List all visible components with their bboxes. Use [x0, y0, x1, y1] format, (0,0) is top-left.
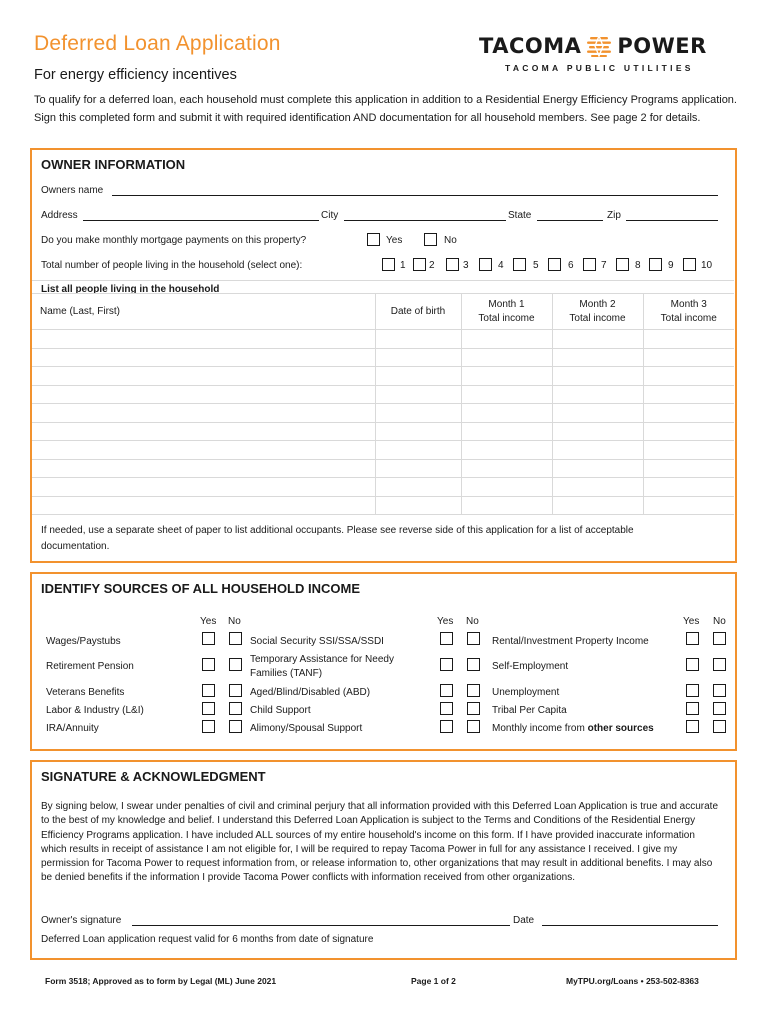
- income-tribal-no[interactable]: [713, 702, 726, 715]
- signature-heading: SIGNATURE & ACKNOWLEDGMENT: [41, 769, 266, 784]
- household-8-label: 8: [635, 260, 641, 271]
- validity-note: Deferred Loan application request valid for 6 months from date of signature: [41, 934, 374, 945]
- col-header-month3: [643, 294, 734, 330]
- owner-information-heading: OWNER INFORMATION: [41, 157, 186, 172]
- dob-cell[interactable]: [375, 422, 461, 441]
- income-other-prefix: Monthly income from: [492, 723, 588, 734]
- household-1-label: 1: [400, 260, 406, 271]
- income-sources-heading: IDENTIFY SOURCES OF ALL HOUSEHOLD INCOME: [41, 581, 361, 596]
- income-tribal-yes[interactable]: [686, 702, 699, 715]
- col-header-name: Name (Last, First): [32, 294, 375, 330]
- date-field[interactable]: [542, 925, 718, 926]
- household-2-checkbox[interactable]: [413, 258, 426, 271]
- income-alimony-label: Alimony/Spousal Support: [250, 723, 363, 734]
- col3-yes-header: Yes: [683, 616, 700, 627]
- name-cell[interactable]: [32, 441, 375, 460]
- month2-label: Month 2: [579, 298, 616, 310]
- household-count-question: Total number of people living in the household (select one):: [41, 260, 303, 271]
- name-cell[interactable]: [32, 459, 375, 478]
- income-alimony-yes[interactable]: [440, 720, 453, 733]
- income-abd-yes[interactable]: [440, 684, 453, 697]
- zip-field[interactable]: [626, 220, 718, 221]
- month3-cell[interactable]: [643, 496, 734, 515]
- month3-cell[interactable]: [643, 478, 734, 497]
- zip-label: Zip: [607, 210, 621, 221]
- intro-paragraph: To qualify for a deferred loan, each household must complete this application in addition to a Residential Energy Efficiency Programs application. Sign this completed form and submit it with required identification AND documentation for all household members. See page 2 for details.: [34, 94, 737, 124]
- dob-cell[interactable]: [375, 404, 461, 423]
- form-title: Deferred Loan Application: [34, 32, 281, 55]
- household-list-heading: List all people living in the household: [41, 284, 220, 295]
- dob-cell[interactable]: [375, 478, 461, 497]
- col1-no-header: No: [228, 616, 241, 627]
- household-members-table: [32, 293, 734, 515]
- household-2-label: 2: [429, 260, 435, 271]
- household-3-label: 3: [463, 260, 469, 271]
- state-label: State: [508, 210, 532, 221]
- income-tribal-label: Tribal Per Capita: [492, 705, 567, 716]
- table-row: [32, 385, 734, 404]
- owners-name-label: Owners name: [41, 185, 104, 196]
- footer-page-number: Page 1 of 2: [411, 976, 456, 986]
- name-cell[interactable]: [32, 404, 375, 423]
- col-header-dob: Date of birth: [375, 294, 461, 330]
- income-sources-section: [30, 572, 737, 751]
- table-row: [32, 404, 734, 423]
- month2-total-label: Total income: [569, 312, 626, 324]
- name-cell[interactable]: [32, 367, 375, 386]
- month2-cell[interactable]: [552, 330, 643, 349]
- table-row: [32, 496, 734, 515]
- dob-cell[interactable]: [375, 348, 461, 367]
- household-6-label: 6: [568, 260, 574, 271]
- month3-label: Month 3: [670, 298, 707, 310]
- month2-cell[interactable]: [552, 348, 643, 367]
- income-self-employment-yes[interactable]: [686, 658, 699, 671]
- income-rental-no[interactable]: [713, 632, 726, 645]
- table-row: [32, 367, 734, 386]
- dob-cell[interactable]: [375, 385, 461, 404]
- mortgage-yes-checkbox[interactable]: [367, 233, 380, 246]
- income-other-no[interactable]: [713, 720, 726, 733]
- month2-cell[interactable]: [552, 367, 643, 386]
- mortgage-question: Do you make monthly mortgage payments on this property?: [41, 235, 307, 246]
- month1-cell[interactable]: [461, 385, 552, 404]
- income-retirement-label: Retirement Pension: [46, 661, 134, 672]
- address-label: Address: [41, 210, 78, 221]
- col1-yes-header: Yes: [200, 616, 217, 627]
- income-social-security-label: Social Security SSI/SSA/SSDI: [250, 636, 384, 647]
- month1-label: Month 1: [488, 298, 525, 310]
- name-cell[interactable]: [32, 330, 375, 349]
- income-veterans-yes[interactable]: [202, 684, 215, 697]
- month1-cell[interactable]: [461, 496, 552, 515]
- month3-cell[interactable]: [643, 367, 734, 386]
- city-field[interactable]: [344, 220, 506, 221]
- logo-word-right: POWER: [617, 34, 707, 58]
- household-4-checkbox[interactable]: [479, 258, 492, 271]
- table-row: [32, 478, 734, 497]
- name-cell[interactable]: [32, 422, 375, 441]
- month1-cell[interactable]: [461, 330, 552, 349]
- income-retirement-no[interactable]: [229, 658, 242, 671]
- income-other-bold: other sources: [587, 723, 654, 734]
- dob-cell[interactable]: [375, 496, 461, 515]
- income-tanf-label: Temporary Assistance for Needy Families (TANF): [250, 654, 394, 679]
- month2-cell[interactable]: [552, 496, 643, 515]
- month2-cell[interactable]: [552, 459, 643, 478]
- income-wages-label: Wages/Paystubs: [46, 636, 121, 647]
- income-abd-label: Aged/Blind/Disabled (ABD): [250, 687, 371, 698]
- income-social-security-yes[interactable]: [440, 632, 453, 645]
- month3-cell[interactable]: [643, 441, 734, 460]
- income-unemployment-yes[interactable]: [686, 684, 699, 697]
- household-5-label: 5: [533, 260, 539, 271]
- household-7-checkbox[interactable]: [583, 258, 596, 271]
- income-wages-yes[interactable]: [202, 632, 215, 645]
- household-7-label: 7: [601, 260, 607, 271]
- income-tanf-no[interactable]: [467, 658, 480, 671]
- income-unemployment-no[interactable]: [713, 684, 726, 697]
- col-header-month2: [552, 294, 643, 330]
- income-li-no[interactable]: [229, 702, 242, 715]
- month1-cell[interactable]: [461, 441, 552, 460]
- month1-cell[interactable]: [461, 459, 552, 478]
- month2-cell[interactable]: [552, 478, 643, 497]
- month1-cell[interactable]: [461, 478, 552, 497]
- mortgage-no-label: No: [444, 235, 457, 246]
- table-row: [32, 459, 734, 478]
- dob-cell[interactable]: [375, 459, 461, 478]
- state-field[interactable]: [537, 220, 603, 221]
- table-row: [32, 422, 734, 441]
- tacoma-power-logo: [479, 34, 737, 76]
- list-divider: [32, 280, 734, 281]
- income-child-support-yes[interactable]: [440, 702, 453, 715]
- income-unemployment-label: Unemployment: [492, 687, 560, 698]
- owner-information-section: [30, 148, 737, 563]
- income-veterans-label: Veterans Benefits: [46, 687, 125, 698]
- logo-subtitle: TACOMA PUBLIC UTILITIES: [505, 63, 694, 73]
- month1-cell[interactable]: [461, 404, 552, 423]
- income-child-support-label: Child Support: [250, 705, 311, 716]
- household-6-checkbox[interactable]: [548, 258, 561, 271]
- income-li-yes[interactable]: [202, 702, 215, 715]
- income-wages-no[interactable]: [229, 632, 242, 645]
- month3-cell[interactable]: [643, 422, 734, 441]
- income-self-employment-label: Self-Employment: [492, 661, 569, 672]
- logo-word-left: TACOMA: [479, 34, 582, 58]
- household-8-checkbox[interactable]: [616, 258, 629, 271]
- month1-cell[interactable]: [461, 348, 552, 367]
- household-1-checkbox[interactable]: [382, 258, 395, 271]
- month1-total-label: Total income: [478, 312, 535, 324]
- col3-no-header: No: [713, 616, 726, 627]
- household-4-label: 4: [498, 260, 504, 271]
- income-self-employment-no[interactable]: [713, 658, 726, 671]
- income-other-sources-label: [492, 722, 654, 735]
- dob-cell[interactable]: [375, 330, 461, 349]
- income-child-support-no[interactable]: [467, 702, 480, 715]
- date-label: Date: [513, 915, 535, 926]
- dob-cell[interactable]: [375, 367, 461, 386]
- income-alimony-no[interactable]: [467, 720, 480, 733]
- form-subtitle: For energy efficiency incentives: [34, 67, 237, 83]
- signature-section: [30, 760, 737, 960]
- month2-cell[interactable]: [552, 422, 643, 441]
- col2-no-header: No: [466, 616, 479, 627]
- month2-cell[interactable]: [552, 404, 643, 423]
- mortgage-no-checkbox[interactable]: [424, 233, 437, 246]
- acknowledgment-text: By signing below, I swear under penalties of civil and criminal perjury that all information provided with this Deferred Loan Application is true and accurate to the best of my knowledge and belief. I understand this Deferred Loan Application is subject to the Terms and Conditions of the Residential Energy Efficiency Programs application. I have included ALL sources of my entire household's income on this form. If I have provided inaccurate information which results in receipt of assistance I am not eligible for, I will be required to repay Tacoma Power in full for any assistance I received. I give my permission for Tacoma Power to request information from, or release information to, other organizations that may result in additional benefits. I may also be denied benefits if the information I provide Tacoma Power conflicts with information received from other organizations.: [41, 801, 719, 884]
- table-row: [32, 330, 734, 349]
- month1-cell[interactable]: [461, 367, 552, 386]
- month3-cell[interactable]: [643, 330, 734, 349]
- month2-cell[interactable]: [552, 385, 643, 404]
- income-rental-label: Rental/Investment Property Income: [492, 636, 649, 647]
- household-5-checkbox[interactable]: [513, 258, 526, 271]
- income-retirement-yes[interactable]: [202, 658, 215, 671]
- household-10-label: 10: [701, 260, 713, 271]
- col-header-month1: [461, 294, 552, 330]
- footer-form-info: Form 3518; Approved as to form by Legal (ML) June 2021: [45, 976, 277, 986]
- owner-signature-label: Owner's signature: [41, 915, 122, 926]
- income-ira-label: IRA/Annuity: [46, 723, 99, 734]
- household-9-label: 9: [668, 260, 674, 271]
- household-9-checkbox[interactable]: [649, 258, 662, 271]
- address-field[interactable]: [83, 220, 319, 221]
- income-ira-yes[interactable]: [202, 720, 215, 733]
- month3-cell[interactable]: [643, 459, 734, 478]
- name-cell[interactable]: [32, 496, 375, 515]
- col2-yes-header: Yes: [437, 616, 454, 627]
- month3-cell[interactable]: [643, 348, 734, 367]
- income-veterans-no[interactable]: [229, 684, 242, 697]
- owner-signature-field[interactable]: [132, 925, 510, 926]
- name-cell[interactable]: [32, 385, 375, 404]
- owners-name-field[interactable]: [112, 195, 718, 196]
- month3-total-label: Total income: [660, 312, 717, 324]
- household-3-checkbox[interactable]: [446, 258, 459, 271]
- income-other-yes[interactable]: [686, 720, 699, 733]
- household-10-checkbox[interactable]: [683, 258, 696, 271]
- table-row: [32, 348, 734, 367]
- table-row: [32, 441, 734, 460]
- dob-cell[interactable]: [375, 441, 461, 460]
- additional-occupants-note: If needed, use a separate sheet of paper to list additional occupants. Please see reverse side of this application for a list of acceptable documentation.: [41, 525, 634, 552]
- income-tanf-yes[interactable]: [440, 658, 453, 671]
- month3-cell[interactable]: [643, 385, 734, 404]
- income-social-security-no[interactable]: [467, 632, 480, 645]
- income-rental-yes[interactable]: [686, 632, 699, 645]
- month2-cell[interactable]: [552, 441, 643, 460]
- city-label: City: [321, 210, 339, 221]
- name-cell[interactable]: [32, 478, 375, 497]
- month3-cell[interactable]: [643, 404, 734, 423]
- name-cell[interactable]: [32, 348, 375, 367]
- footer-contact: MyTPU.org/Loans • 253-502-8363: [566, 976, 699, 986]
- logo-flame-icon: [587, 35, 611, 57]
- mortgage-yes-label: Yes: [386, 235, 403, 246]
- month1-cell[interactable]: [461, 422, 552, 441]
- income-li-label: Labor & Industry (L&I): [46, 705, 144, 716]
- income-abd-no[interactable]: [467, 684, 480, 697]
- income-ira-no[interactable]: [229, 720, 242, 733]
